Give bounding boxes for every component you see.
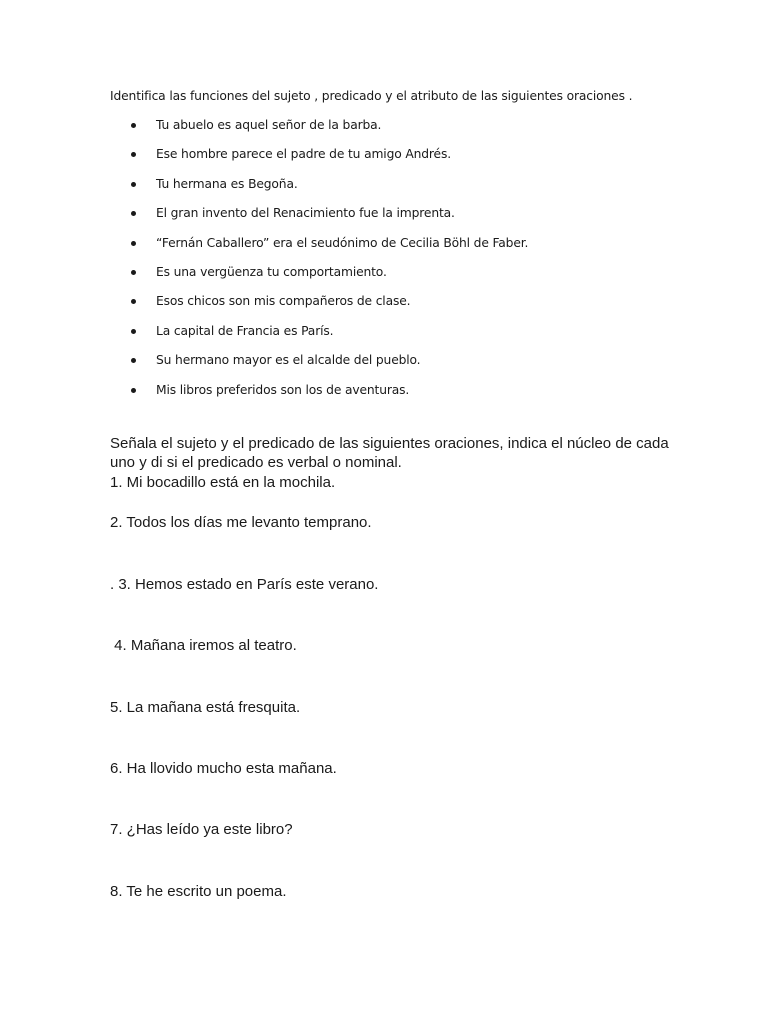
list-item (128, 293, 528, 322)
exercise-1-list (128, 117, 528, 411)
list-item (128, 235, 528, 264)
sentence-7: 7. ¿Has leído ya este libro? (110, 821, 293, 838)
list-item (128, 176, 528, 205)
bullet-icon (131, 299, 136, 304)
sentence-1: 1. Mi bocadillo está en la mochila. (110, 474, 336, 491)
sentence-5: 5. La mañana está fresquita. (110, 699, 301, 716)
list-item (128, 382, 528, 411)
bullet-icon (131, 152, 136, 157)
list-item-text: Es una vergüenza tu comportamiento. (156, 264, 387, 279)
list-item (128, 352, 528, 381)
bullet-icon (131, 211, 136, 216)
list-item-text: Esos chicos son mis compañeros de clase. (156, 294, 411, 309)
list-item-text: Ese hombre parece el padre de tu amigo Andrés. (156, 147, 451, 162)
list-item (128, 146, 528, 175)
bullet-icon (131, 358, 136, 363)
list-item (128, 205, 528, 234)
exercise-1-instruction: Identifica las funciones del sujeto , predicado y el atributo de las siguientes oraciones . (110, 89, 633, 103)
exercise-2-instruction: Señala el sujeto y el predicado de las siguientes oraciones, indica el núcleo de cada uno y di si el predicado es verbal o nominal. (110, 435, 669, 471)
sentence-6: 6. Ha llovido mucho esta mañana. (110, 760, 337, 777)
sentence-4: 4. Mañana iremos al teatro. (110, 637, 297, 654)
list-item-text: Su hermano mayor es el alcalde del pueblo. (156, 353, 421, 368)
list-item-text: El gran invento del Renacimiento fue la imprenta. (156, 206, 455, 221)
bullet-icon (131, 123, 136, 128)
list-item-text: Tu abuelo es aquel señor de la barba. (156, 118, 382, 132)
bullet-icon (131, 182, 136, 187)
list-item (128, 323, 528, 352)
list-item-text: La capital de Francia es París. (156, 323, 334, 338)
bullet-icon (131, 270, 136, 275)
list-item-text: Tu hermana es Begoña. (156, 176, 298, 191)
bullet-icon (131, 329, 136, 334)
list-item-text: Mis libros preferidos son los de aventuras. (156, 382, 410, 397)
sentence-3: . 3. Hemos estado en París este verano. (110, 576, 379, 593)
list-item (128, 264, 528, 293)
list-item (128, 117, 528, 146)
sentence-8: 8. Te he escrito un poema. (110, 883, 287, 900)
bullet-icon (131, 241, 136, 246)
bullet-icon (131, 388, 136, 393)
list-item-text: “Fernán Caballero” era el seudónimo de Cecilia Böhl de Faber. (156, 235, 529, 250)
sentence-2: 2. Todos los días me levanto temprano. (110, 514, 372, 531)
